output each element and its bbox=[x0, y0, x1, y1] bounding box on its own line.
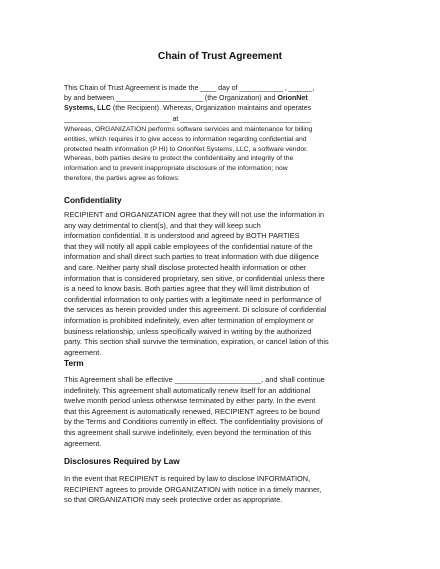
paragraph-line: business relationship, unless specifically waived in writing by the authorized bbox=[64, 326, 312, 336]
paragraph-line: by the Terms and Conditions currently in effect. The confidentiality provisions of bbox=[64, 417, 323, 427]
paragraph-line: this agreement shall survive indefinitely, even beyond the termination of this bbox=[64, 427, 312, 437]
whereas-line: therefore, the parties agree as follows: bbox=[64, 174, 180, 182]
section-heading-disclosures: Disclosures Required by Law bbox=[64, 456, 180, 466]
whereas-paragraph bbox=[64, 125, 394, 184]
company-name-bold: Systems, LLC bbox=[64, 104, 111, 113]
section-heading-confidentiality: Confidentiality bbox=[64, 195, 122, 205]
whereas-line: information and to prevent inappropriate disclosure of the information; now bbox=[64, 165, 288, 173]
paragraph-line: and care. Neither party shall disclose protected health information or other bbox=[64, 262, 307, 272]
confidentiality-paragraph bbox=[64, 210, 394, 358]
paragraph-line: agreement. bbox=[64, 438, 102, 448]
paragraph-line: RECIPIENT agrees to provide ORGANIZATION with notice in a timely manner, bbox=[64, 484, 322, 494]
disclosures-paragraph bbox=[64, 474, 394, 506]
paragraph-line: twelve month period unless otherwise terminated by either party. In the event bbox=[64, 396, 316, 406]
intro-text: by and between ______________________ (the Organization) and bbox=[64, 94, 278, 103]
intro-line bbox=[64, 93, 394, 103]
paragraph-line: any way detrimental to client(s), and that they will keep such bbox=[64, 220, 261, 230]
paragraph-line: that this Agreement is automatically renewed, RECIPIENT agrees to be bound bbox=[64, 406, 320, 416]
paragraph-line: is a need to know basis. Both parties agree that they will limit distribution of bbox=[64, 284, 310, 294]
paragraph-line: information is prohibited indefinitely, even after termination of employment or bbox=[64, 315, 314, 325]
company-name-bold: OrionNet bbox=[277, 94, 308, 103]
paragraph-line: so that ORGANIZATION may seek protective order as appropriate. bbox=[64, 495, 283, 505]
intro-line: This Chain of Trust Agreement is made the ____ day of ___________ , ______, bbox=[64, 84, 315, 92]
paragraph-line: indefinitely. This agreement shall automatically renew itself for an additional bbox=[64, 385, 311, 395]
intro-text: (the Recipient). Whereas, Organization maintains and operates bbox=[110, 104, 312, 113]
paragraph-line: RECIPIENT and ORGANIZATION agree that they will not use the information in bbox=[64, 210, 325, 219]
document-title: Chain of Trust Agreement bbox=[157, 51, 283, 62]
whereas-line: protected health information (P HI) to OrionNet Systems, LLC, a software vendor. bbox=[64, 145, 308, 153]
intro-line: ___________________________ at _________________________________ bbox=[64, 114, 311, 123]
paragraph-line: confidential information to only parties with a legitimate need in performance of bbox=[64, 294, 322, 304]
whereas-line: Whereas, ORGANIZATION performs software services and maintenance for billing bbox=[64, 126, 313, 133]
paragraph-line: This Agreement shall be effective _____________________, and shall continue bbox=[64, 375, 325, 384]
section-heading-term: Term bbox=[64, 358, 84, 368]
paragraph-line: information that is considered proprietary, sen sitive, or confidential unless there bbox=[64, 273, 325, 283]
intro-line bbox=[64, 103, 394, 113]
whereas-line: entities, which requires it to give access to information regarding confidential and bbox=[64, 135, 307, 143]
intro-paragraph bbox=[64, 83, 394, 124]
whereas-line: Whereas, both parties desire to protect the confidentiality and integrity of the bbox=[64, 155, 294, 163]
paragraph-line: that they will notify all appli cable employees of the confidential nature of the bbox=[64, 241, 313, 251]
paragraph-line: In the event that RECIPIENT is required by law to disclose INFORMATION, bbox=[64, 474, 311, 483]
term-paragraph bbox=[64, 375, 394, 449]
paragraph-line: agreement. bbox=[64, 347, 102, 357]
paragraph-line: party. This section shall survive the termination, expiration, or cancel lation of this bbox=[64, 337, 329, 347]
paragraph-line: information and shall direct such parties to treat information with due diligence bbox=[64, 252, 319, 262]
paragraph-line: the services as herein provided under this agreement. Di sclosure of confidential bbox=[64, 305, 327, 315]
paragraph-line: information confidential. It is understood and agreed by BOTH PARTIES bbox=[64, 231, 300, 241]
